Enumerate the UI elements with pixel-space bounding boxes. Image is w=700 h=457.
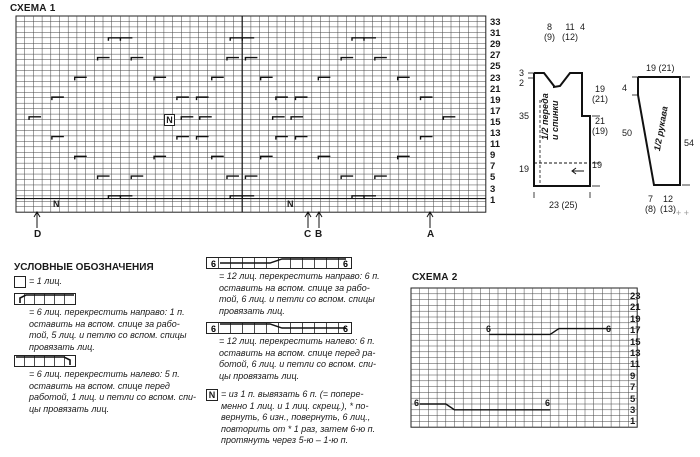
schema2-title: СХЕМА 2 [412, 272, 458, 283]
schema2-cable-label-lower: 6 [414, 398, 420, 408]
schema2-cable-label-lower-end: 6 [545, 398, 551, 408]
schema1-row-number: 3 [490, 183, 496, 195]
schema1-row-number: 21 [490, 83, 501, 95]
schema1-row-number: 11 [490, 139, 501, 151]
schema1-row-number: 19 [490, 94, 501, 106]
dim-neck-b: 2 [519, 78, 525, 88]
n-mark-center: N [164, 114, 175, 126]
legend-cable-number-left: 6 [211, 324, 217, 334]
schema2-row-number: 21 [630, 302, 641, 314]
dim-left-lower: 19 [519, 164, 530, 174]
schema2-row-number: 3 [630, 405, 636, 416]
sleeve-dim-bottom-left: 7 (8) [645, 194, 656, 214]
legend-text-cross-right-12: = 12 лиц. перекрестить направо: 6 п. оставить на вспом. спице за рабо- той, 6 лиц. и петли со вспом. спицы провязать лиц. [219, 271, 380, 316]
schema1-arrows [34, 212, 433, 228]
schema2-row-number: 19 [630, 313, 641, 325]
schema2-grid-lines [411, 288, 637, 427]
legend-cable-number-right: 6 [211, 259, 217, 269]
legend-symbol-cross-left-12 [206, 322, 352, 334]
sleeve-dim-top: 19 (21) [646, 63, 675, 73]
schema2-row-number: 17 [630, 325, 641, 337]
arrow-label-a: A [427, 229, 435, 240]
schema1-row-number: 23 [490, 72, 501, 84]
dim-width: 23 (25) [549, 200, 578, 210]
schema1-title: СХЕМА 1 [10, 3, 56, 14]
legend-symbol-cross-left-6 [14, 355, 76, 367]
legend-text-cross-left-6: = 6 лиц. перекрестить налево: 5 п. оставить на вспом. спице перед работой, 1 лиц. и петли со вспом. спи- цы провязать лиц. [29, 369, 197, 414]
schema1-row-number: 31 [490, 28, 501, 40]
n-mark-right: N [287, 199, 294, 209]
n-mark-left: N [53, 199, 60, 209]
sleeve-dim-cap: 4 [622, 83, 628, 93]
dim-right-upper: 19 (21) [592, 84, 609, 104]
sleeve-dim-bottom-right: 12 (13) [660, 194, 677, 214]
dim-left-height: 35 [519, 111, 530, 121]
schema1-row-number: 13 [490, 128, 501, 139]
footnote-marks: + + [676, 208, 690, 218]
legend-text-cross-right-6: = 6 лиц. перекрестить направо: 1 п. оставить на вспом. спице за рабо- той, 5 лиц. и петлю со вспом. спицы провязать лиц. [29, 307, 187, 352]
legend-text-bobble: = из 1 п. вывязать 6 п. (= попере- менно 1 лиц. и 1 лиц. скрещ.), * по- вернуть, 6 изн., повернуть, 6 лиц., повторить от * 1 раз, затем 6-ю п. протянуть через 5-ю – 1-ю п. [221, 389, 376, 445]
schema2-row-number: 1 [630, 416, 636, 428]
legend-symbol-cross-right-12 [206, 257, 352, 269]
schema1-row-number: 29 [490, 39, 501, 51]
sleeve-dim-height-left: 50 [622, 128, 633, 138]
legend-title: УСЛОВНЫЕ ОБОЗНАЧЕНИЯ [14, 262, 154, 273]
schema1-row-number: 17 [490, 105, 501, 117]
schema2-row-number: 13 [630, 348, 641, 359]
schema1-row-number: 5 [490, 172, 496, 184]
dim-right-mid: 21 (19) [592, 116, 609, 136]
schema1-row-number: 15 [490, 116, 501, 128]
schema1-row-number: 25 [490, 61, 501, 73]
legend-symbol-bobble: N [206, 389, 218, 401]
schema2-row-number: 9 [630, 370, 636, 382]
legend-text-knit: = 1 лиц. [29, 276, 62, 286]
dim-right-lower: 19 [592, 160, 603, 170]
legend-cable-number-left-end: 6 [343, 324, 349, 334]
schema2-cable-label-upper-end: 6 [606, 324, 612, 334]
legend-symbol-cross-right-6 [14, 293, 76, 305]
dim-top-right: 4 [580, 22, 586, 32]
schema2-cable-label-upper: 6 [486, 324, 492, 334]
schema2-row-number: 7 [630, 382, 636, 394]
dim-top-left: 8 (9) [544, 22, 555, 42]
legend-text-cross-left-12: = 12 лиц. перекрестить налево: 6 п. оставить на вспом. спице перед ра- ботой, 6 лиц. и петли со вспом. спи- цы провязать лиц. [219, 336, 377, 381]
legend-cable-number-right-end: 6 [343, 259, 349, 269]
schema1-grid-lines [16, 16, 486, 212]
schema1-row-number: 1 [490, 194, 496, 206]
legend-symbol-knit [14, 276, 26, 288]
front-back-label: 1/2 переда и спинки [540, 93, 560, 140]
schema2-row-number: 11 [630, 359, 641, 371]
schema2-row-number: 5 [630, 393, 636, 405]
dim-neck-a: 3 [519, 68, 525, 78]
arrow-label-b: B [315, 229, 323, 240]
schema1-row-number: 7 [490, 161, 496, 173]
schema1-row-number: 27 [490, 50, 501, 62]
schema1-row-number: 9 [490, 150, 496, 162]
arrow-label-c: C [304, 229, 312, 240]
sleeve-label: 1/2 рукава [652, 105, 670, 152]
schema1-row-number: 33 [490, 17, 501, 28]
schema2-row-number: 23 [630, 291, 641, 302]
dim-top-mid: 11 (12) [562, 22, 579, 42]
schema2-row-number: 15 [630, 336, 641, 348]
arrow-label-d: D [34, 229, 42, 240]
sleeve-dim-height-right: 54 [684, 138, 695, 148]
